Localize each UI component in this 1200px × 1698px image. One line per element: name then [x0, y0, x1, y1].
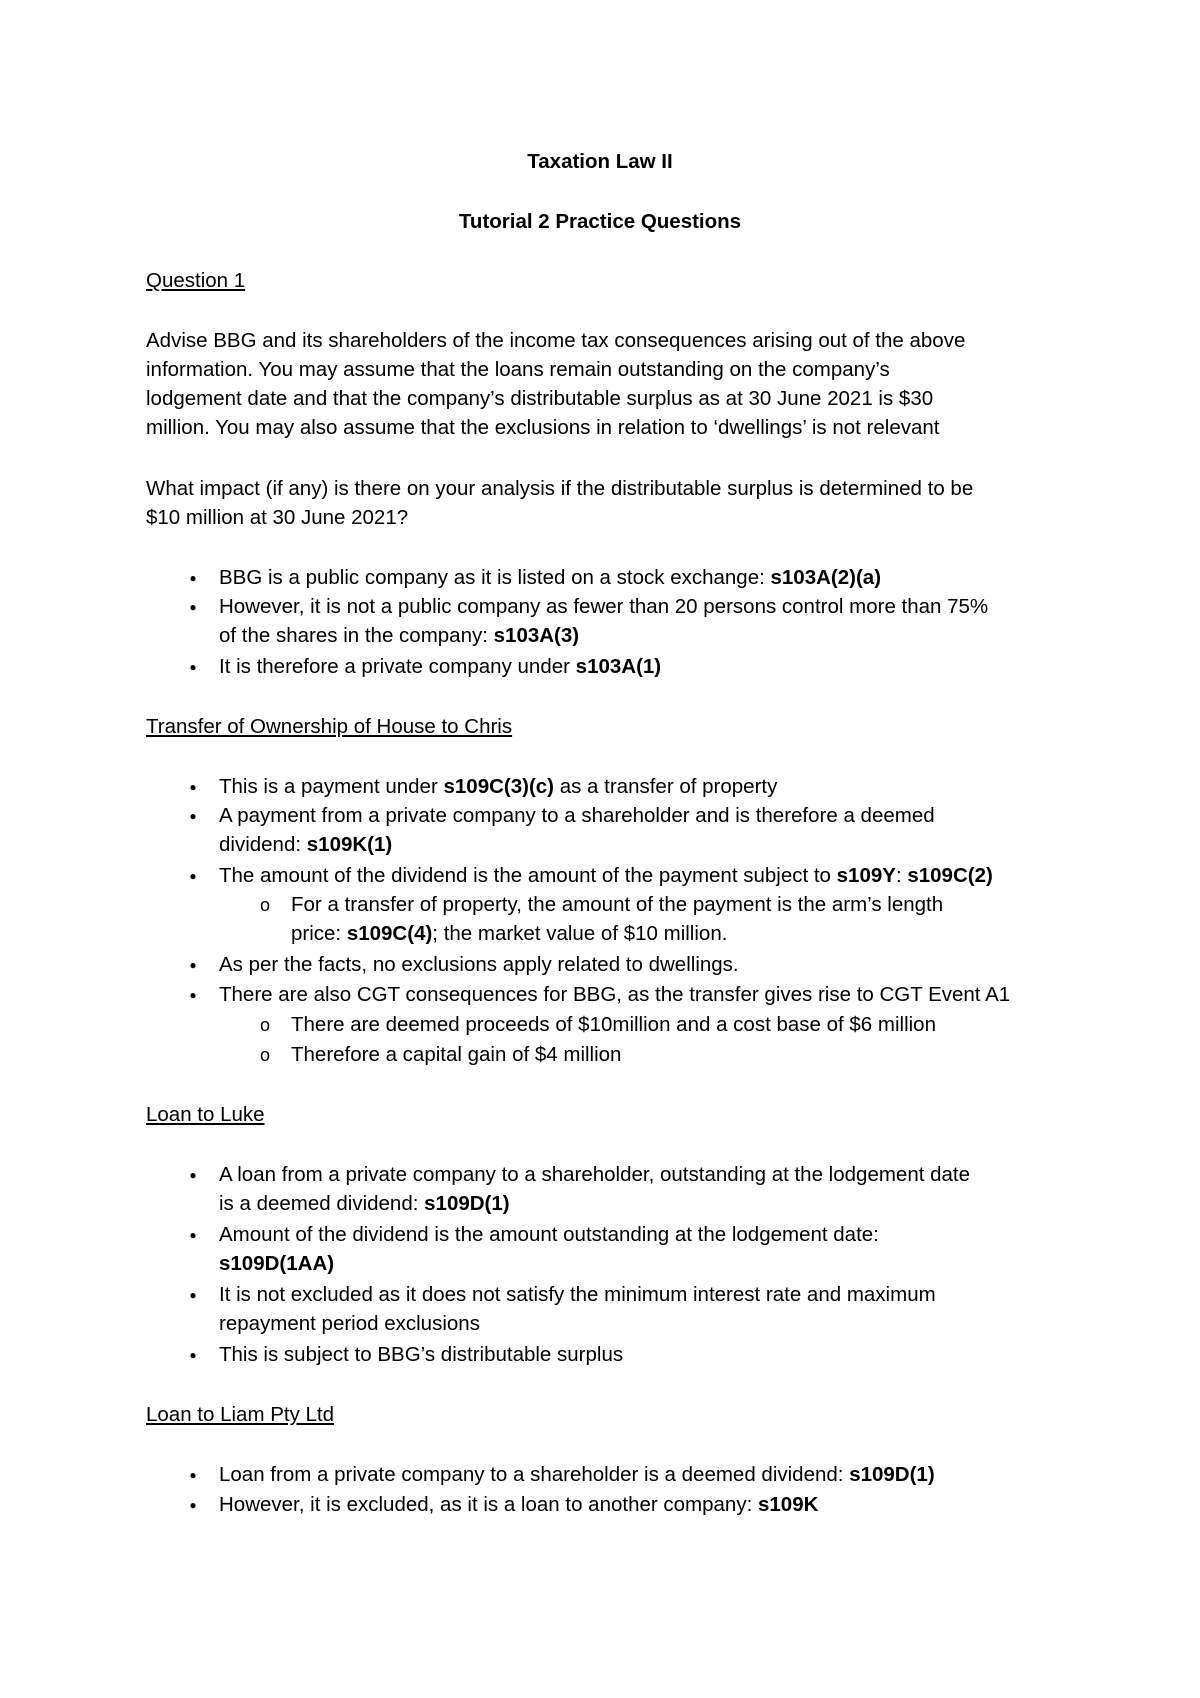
bullet-icon — [183, 980, 203, 1012]
bullet-text: This is a payment under — [219, 775, 444, 798]
question-paragraph-line: Advise BBG and its shareholders of the income tax consequences arising out of the above — [146, 329, 966, 352]
bullet-icon — [183, 1490, 203, 1522]
question-heading: Question 1 — [146, 269, 246, 292]
bullet-text: There are deemed proceeds of $10million and a cost base of $6 million — [291, 1013, 936, 1036]
question-paragraph-line: information. You may assume that the loans remain outstanding on the company’s — [146, 358, 890, 381]
bullet-icon — [183, 1340, 203, 1372]
section-heading-luke: Loan to Luke — [146, 1103, 265, 1126]
bullet-text: of the shares in the company: — [219, 624, 494, 647]
statute-reference: s109C(4) — [346, 922, 433, 945]
bullet-text: dividend: — [219, 833, 307, 856]
section-heading-liam: Loan to Liam Pty Ltd — [146, 1403, 335, 1426]
statute-reference: s103A(3) — [493, 624, 580, 647]
bullet-text: repayment period exclusions — [219, 1312, 480, 1335]
statute-reference: s109Y — [836, 864, 896, 887]
bullet-text: price: — [291, 922, 347, 945]
bullet-text: ; the market value of $10 million. — [432, 922, 728, 945]
bullet-text: Loan from a private company to a shareholder is a deemed dividend: — [219, 1463, 850, 1486]
bullet-text: Amount of the dividend is the amount outstanding at the lodgement date: — [219, 1223, 879, 1246]
bullet-text: It is not excluded as it does not satisfy the minimum interest rate and maximum — [219, 1283, 936, 1306]
statute-reference: s109D(1) — [849, 1463, 935, 1486]
bullet-icon — [183, 861, 203, 893]
question-paragraph-line: What impact (if any) is there on your analysis if the distributable surplus is determined to be — [146, 477, 974, 500]
bullet-text: : — [895, 864, 908, 887]
question-paragraph-line: million. You may also assume that the exclusions in relation to ‘dwellings’ is not relevant — [146, 416, 940, 439]
bullet-text: However, it is excluded, as it is a loan to another company: — [219, 1493, 758, 1516]
sub-bullet-icon — [255, 1010, 275, 1040]
bullet-icon — [183, 1160, 203, 1192]
bullet-text: The amount of the dividend is the amount of the payment subject to — [219, 864, 837, 887]
bullet-text: This is subject to BBG’s distributable surplus — [219, 1343, 624, 1366]
document-title: Taxation Law II — [527, 150, 673, 173]
bullet-icon — [183, 592, 203, 624]
statute-reference: s109D(1) — [424, 1192, 510, 1215]
bullet-icon — [183, 1460, 203, 1492]
bullet-icon — [183, 652, 203, 684]
statute-reference: s103A(2)(a) — [770, 566, 882, 589]
bullet-text: However, it is not a public company as fewer than 20 persons control more than 75% — [219, 595, 989, 618]
statute-reference: s109K — [757, 1493, 819, 1516]
bullet-icon — [183, 1220, 203, 1252]
question-paragraph-line: $10 million at 30 June 2021? — [146, 506, 409, 529]
bullet-text: There are also CGT consequences for BBG, as the transfer gives rise to CGT Event A1 — [219, 983, 1011, 1006]
statute-reference: s103A(1) — [575, 655, 662, 678]
statute-reference: s109D(1AA) — [219, 1252, 335, 1275]
statute-reference: s109K(1) — [306, 833, 393, 856]
sub-bullet-icon — [255, 1040, 275, 1070]
statute-reference: s109C(3)(c) — [443, 775, 555, 798]
sub-bullet-icon — [255, 890, 275, 920]
bullet-text: A payment from a private company to a shareholder and is therefore a deemed — [219, 804, 935, 827]
bullet-text: A loan from a private company to a shareholder, outstanding at the lodgement date — [219, 1163, 971, 1186]
bullet-text: is a deemed dividend: — [219, 1192, 425, 1215]
bullet-text: BBG is a public company as it is listed on a stock exchange: — [219, 566, 771, 589]
bullet-icon — [183, 1280, 203, 1312]
bullet-icon — [183, 563, 203, 595]
bullet-text: As per the facts, no exclusions apply related to dwellings. — [219, 953, 739, 976]
question-paragraph-line: lodgement date and that the company’s distributable surplus as at 30 June 2021 is $30 — [146, 387, 934, 410]
bullet-text: as a transfer of property — [554, 775, 778, 798]
bullet-icon — [183, 772, 203, 804]
bullet-text: It is therefore a private company under — [219, 655, 576, 678]
bullet-text: For a transfer of property, the amount of the payment is the arm’s length — [291, 893, 944, 916]
bullet-text: Therefore a capital gain of $4 million — [291, 1043, 622, 1066]
bullet-icon — [183, 950, 203, 982]
document-subtitle: Tutorial 2 Practice Questions — [458, 210, 742, 233]
section-heading-transfer: Transfer of Ownership of House to Chris — [146, 715, 513, 738]
statute-reference: s109C(2) — [907, 864, 993, 887]
bullet-icon — [183, 801, 203, 833]
